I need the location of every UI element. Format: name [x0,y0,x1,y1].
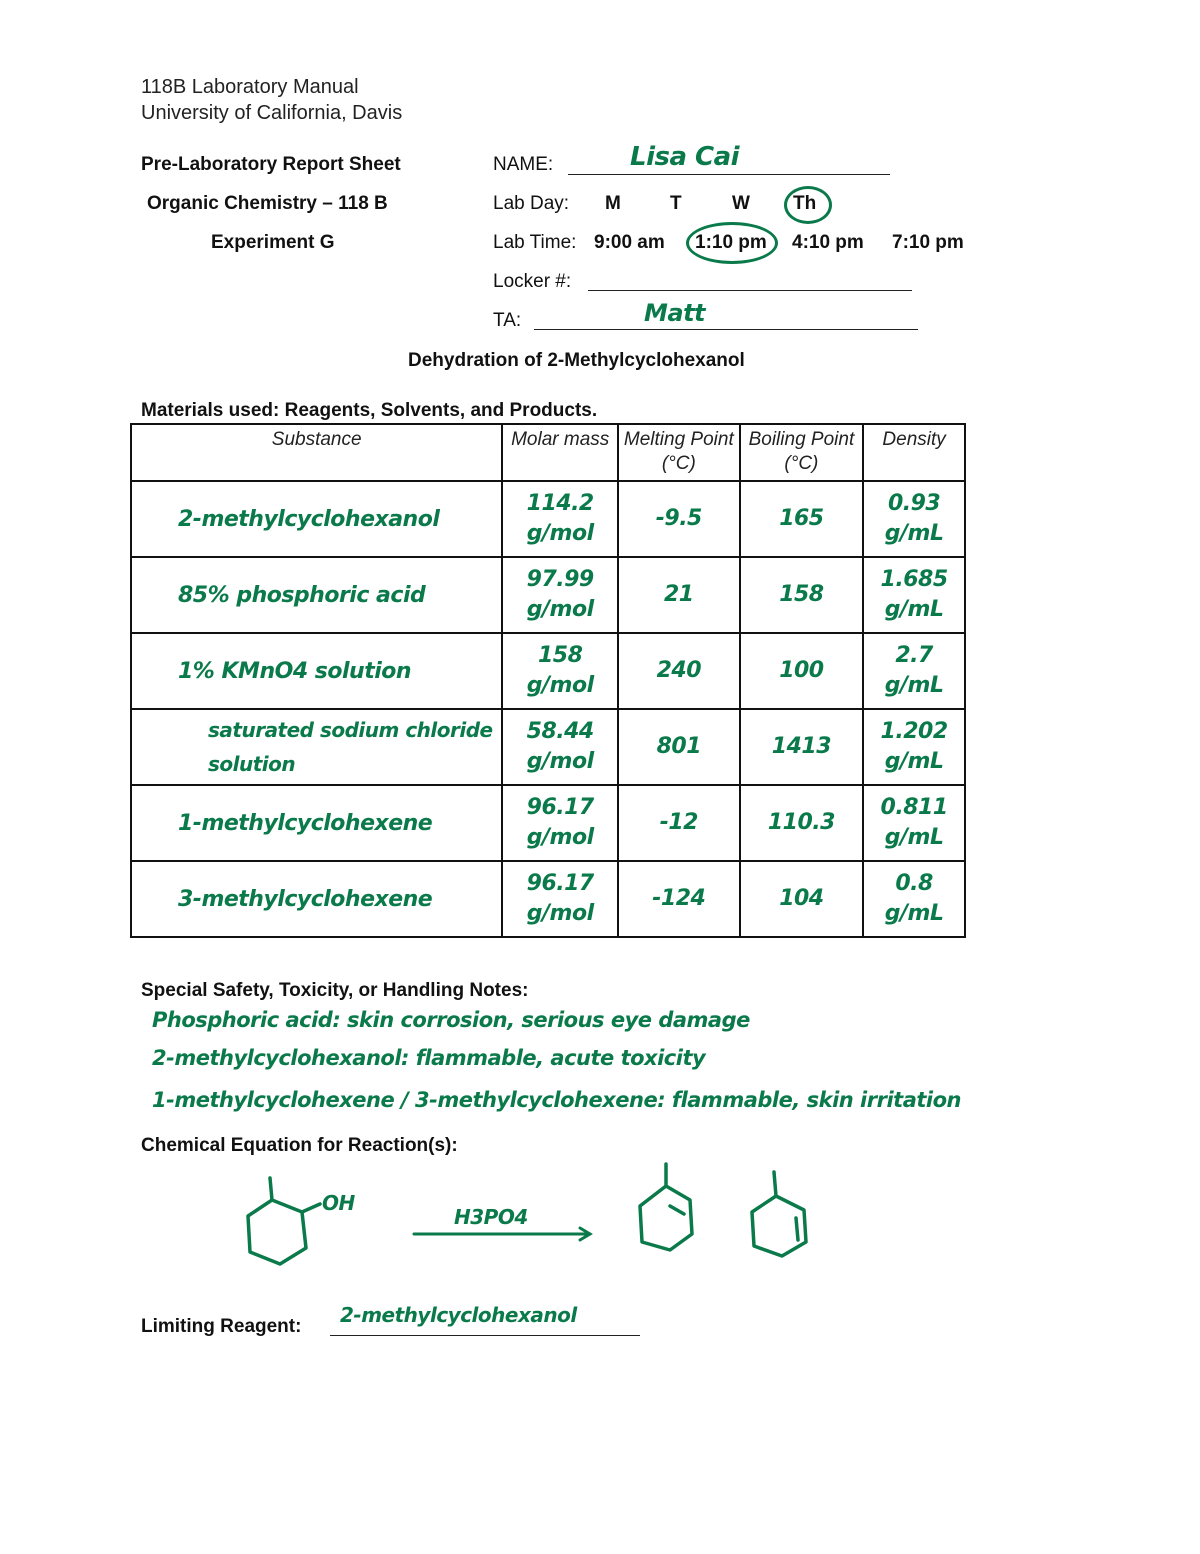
col-density: Density [863,424,965,481]
reaction-diagram [230,1160,830,1270]
melting-point-cell: 240 [618,633,740,709]
safety-note: 2-methylcyclohexanol: flammable, acute toxicity [152,1046,706,1070]
table-row [131,861,965,937]
boiling-point-cell: 104 [740,861,864,937]
table-row [131,481,965,557]
melting-point-cell: 21 [618,557,740,633]
substance-cell: 1% KMnO4 solution [131,633,502,709]
table-header-row [131,424,965,481]
density-cell: 0.811 g/mL [863,785,965,861]
ta-field[interactable] [534,299,918,330]
ta-value: Matt [644,299,706,327]
day-m[interactable]: M [605,193,621,214]
selected-day-circle [784,186,832,224]
boiling-point-cell: 165 [740,481,864,557]
molar-mass-cell: 158 g/mol [502,633,618,709]
table-row [131,709,965,785]
experiment-title: Dehydration of 2-Methylcyclohexanol [408,350,745,371]
substance-cell: 3-methylcyclohexene [131,861,502,937]
substance-cell: 2-methylcyclohexanol [131,481,502,557]
name-value: Lisa Cai [630,142,740,172]
hydroxyl-bond [302,1204,320,1212]
day-t[interactable]: T [670,193,682,214]
melting-point-cell: -12 [618,785,740,861]
boiling-point-cell: 1413 [740,709,864,785]
day-th[interactable]: Th [793,193,817,214]
molar-mass-cell: 96.17 g/mol [502,861,618,937]
reactant-structure [248,1178,320,1264]
density-cell: 2.7 g/mL [863,633,965,709]
product-1-structure [640,1164,692,1250]
selected-time-circle [686,222,778,264]
limiting-reagent-label: Limiting Reagent: [141,1316,302,1337]
time-900am[interactable]: 9:00 am [594,232,665,253]
table-row [131,633,965,709]
locker-label: Locker #: [493,271,572,292]
molar-mass-cell: 97.99 g/mol [502,557,618,633]
molar-mass-cell: 114.2 g/mol [502,481,618,557]
report-sheet-title: Pre-Laboratory Report Sheet [141,154,401,175]
product-2-structure [752,1172,806,1256]
day-w[interactable]: W [732,193,750,214]
molar-mass-cell: 96.17 g/mol [502,785,618,861]
materials-heading: Materials used: Reagents, Solvents, and Products. [141,400,598,421]
materials-table [130,423,966,938]
time-710pm[interactable]: 7:10 pm [892,232,964,253]
name-field[interactable] [568,142,890,175]
melting-point-cell: 801 [618,709,740,785]
safety-note: 1-methylcyclohexene / 3-methylcyclohexene: flammable, skin irritation [152,1088,961,1112]
substance-cell: 1-methylcyclohexene [131,785,502,861]
ta-label: TA: [493,310,522,331]
lab-day-label: Lab Day: [493,193,570,214]
university-name: University of California, Davis [141,102,403,124]
hydroxyl-label: OH [322,1191,355,1215]
lab-time-label: Lab Time: [493,232,577,253]
table-row [131,785,965,861]
experiment-label: Experiment G [211,232,335,253]
safety-heading: Special Safety, Toxicity, or Handling Notes: [141,980,529,1001]
col-melting-point: Melting Point (°C) [618,424,740,481]
density-cell: 1.685 g/mL [863,557,965,633]
density-cell: 0.8 g/mL [863,861,965,937]
reaction-arrow [414,1228,590,1240]
limiting-reagent-field[interactable] [330,1303,640,1336]
limiting-reagent-value: 2-methylcyclohexanol [340,1303,577,1327]
time-110pm[interactable]: 1:10 pm [695,232,767,253]
density-cell: 0.93 g/mL [863,481,965,557]
substance-cell: 85% phosphoric acid [131,557,502,633]
melting-point-cell: -124 [618,861,740,937]
molar-mass-cell: 58.44 g/mol [502,709,618,785]
safety-note: Phosphoric acid: skin corrosion, serious eye damage [152,1008,750,1032]
col-molar-mass: Molar mass [502,424,618,481]
density-cell: 1.202 g/mL [863,709,965,785]
locker-field[interactable] [588,268,912,291]
col-substance: Substance [131,424,502,481]
boiling-point-cell: 110.3 [740,785,864,861]
melting-point-cell: -9.5 [618,481,740,557]
table-row [131,557,965,633]
catalyst-label: H3PO4 [454,1205,528,1229]
substance-cell: saturated sodium chloride solution [131,709,502,785]
methyl-bond [270,1178,272,1200]
reactant-ring [248,1200,306,1264]
boiling-point-cell: 158 [740,557,864,633]
time-410pm[interactable]: 4:10 pm [792,232,864,253]
col-boiling-point: Boiling Point (°C) [740,424,864,481]
boiling-point-cell: 100 [740,633,864,709]
equation-heading: Chemical Equation for Reaction(s): [141,1135,458,1156]
course-title: Organic Chemistry – 118 B [147,193,388,214]
name-label: NAME: [493,154,554,175]
manual-title: 118B Laboratory Manual [141,76,359,98]
